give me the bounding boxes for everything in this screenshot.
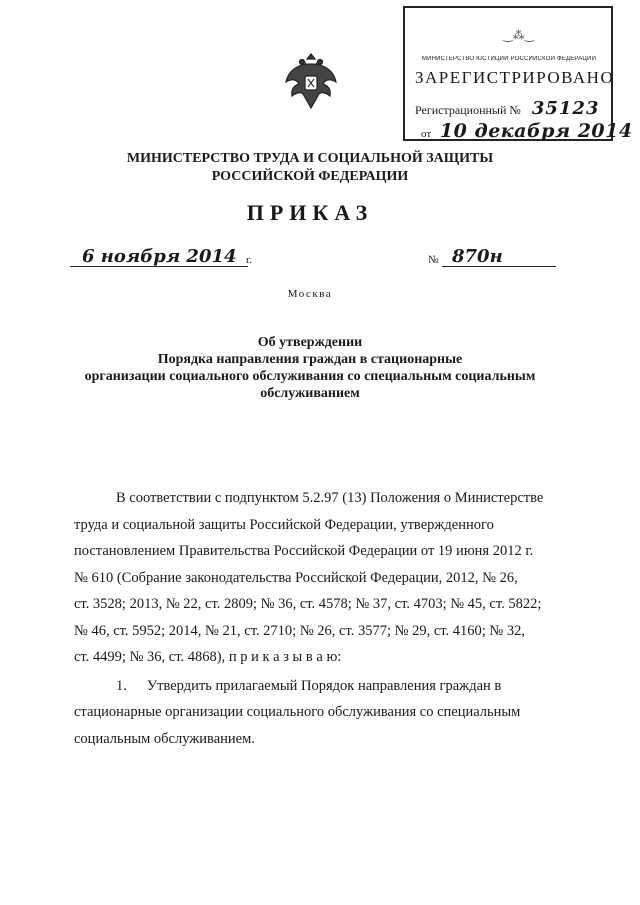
stamp-status: ЗАРЕГИСТРИРОВАНО xyxy=(415,68,615,87)
item-line-text: Утвердить прилагаемый Порядок направления граждан в xyxy=(146,677,502,694)
body-line-text: № 46, ст. 5952; 2014, № 21, ст. 2710; № 26, ст. 3577; № 29, ст. 4160; № 32, xyxy=(74,622,526,639)
document-title xyxy=(60,334,560,402)
ministry-line-1: МИНИСТЕРСТВО ТРУДА И СОЦИАЛЬНОЙ ЗАЩИТЫ xyxy=(126,151,494,166)
item-line xyxy=(74,699,594,726)
city: Москва xyxy=(287,288,333,300)
stamp-ministry: МИНИСТЕРСТВО ЮСТИЦИИ РОССИЙСКОЙ ФЕДЕРАЦИИ xyxy=(421,56,597,62)
number-underline xyxy=(442,266,556,267)
title-line: Порядка направления граждан в стационарные xyxy=(157,352,463,367)
item-line-text: стационарные организации социального обслуживания со специальным xyxy=(74,704,521,720)
body-line xyxy=(74,538,594,565)
decree-word: п р и к а з ы в а ю: xyxy=(228,649,342,665)
stamp-date-label: от xyxy=(421,128,432,140)
body-line-text: постановлением Правительства Российской Федерации от 19 июня 2012 г. xyxy=(74,543,534,559)
body-line xyxy=(88,485,594,512)
stamp-number-label: Регистрационный № xyxy=(415,103,521,117)
body-line xyxy=(74,618,594,645)
body-line xyxy=(74,565,594,592)
body-text xyxy=(74,485,594,752)
stamp-number-line xyxy=(415,98,609,119)
item-number: 1. xyxy=(116,677,127,694)
ministry-name xyxy=(60,150,560,186)
item-line xyxy=(74,726,594,753)
stamp-emblem-mark: ‿⁂‿ xyxy=(503,28,535,42)
number-line xyxy=(428,246,558,272)
handwritten-date: 6 ноября 2014 xyxy=(82,246,237,267)
item-line-text: социальным обслуживанием. xyxy=(74,730,255,747)
body-line-text: № 610 (Собрание законодательства Российской Федерации, 2012, № 26, xyxy=(74,569,518,586)
document-type: ПРИКАЗ xyxy=(246,200,374,225)
stamp-date-line xyxy=(421,120,633,142)
body-line xyxy=(74,644,594,671)
body-line xyxy=(74,512,594,539)
body-line-text: ст. 3528; 2013, № 22, ст. 2809; № 36, ст. 4578; № 37, ст. 4703; № 45, ст. 5822; xyxy=(74,596,542,612)
stamp-date: 10 декабря 2014 xyxy=(439,120,633,142)
title-line: Об утверждении xyxy=(257,335,363,350)
title-line: обслуживанием xyxy=(260,386,360,401)
coat-of-arms-emblem xyxy=(283,50,339,112)
date-line xyxy=(70,246,270,272)
date-suffix: г. xyxy=(246,254,253,266)
number-sign: № xyxy=(428,254,439,266)
body-line-text: ст. 4499; № 36, ст. 4868), xyxy=(74,649,226,665)
body-line xyxy=(74,591,594,618)
stamp-number: 35123 xyxy=(531,98,600,119)
registration-stamp xyxy=(403,6,633,142)
handwritten-number: 870н xyxy=(452,246,503,267)
date-underline xyxy=(70,266,248,267)
body-line-text: В соответствии с подпунктом 5.2.97 (13) Положения о Министерстве xyxy=(116,490,544,506)
title-line: организации социального обслуживания со специальным социальным xyxy=(84,369,536,384)
body-line-text: труда и социальной защиты Российской Федерации, утвержденного xyxy=(74,516,494,533)
list-item xyxy=(88,673,594,700)
ministry-line-2: РОССИЙСКОЙ ФЕДЕРАЦИИ xyxy=(211,169,409,184)
